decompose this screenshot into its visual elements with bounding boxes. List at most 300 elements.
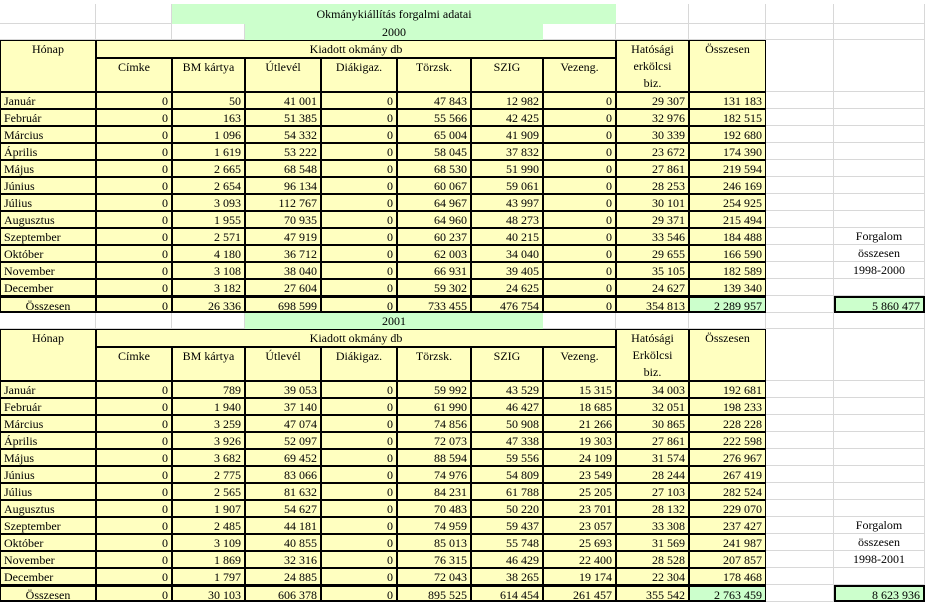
value-cell[interactable]: 47 919	[245, 228, 321, 245]
value-cell[interactable]: 182 515	[689, 109, 766, 126]
cell[interactable]	[834, 313, 925, 329]
value-cell[interactable]: 61 788	[471, 483, 543, 500]
cell[interactable]	[96, 24, 172, 40]
value-cell[interactable]: 50 220	[471, 500, 543, 517]
value-cell[interactable]: 0	[321, 381, 397, 398]
value-cell[interactable]: 29 307	[616, 92, 689, 109]
total-value[interactable]: 2 289 957	[689, 296, 766, 313]
value-cell[interactable]: 3 926	[172, 432, 245, 449]
month-cell[interactable]: Október	[0, 245, 96, 262]
value-cell[interactable]: 24 109	[543, 449, 616, 466]
cell[interactable]	[766, 143, 834, 160]
value-cell[interactable]: 33 308	[616, 517, 689, 534]
value-cell[interactable]: 27 861	[616, 432, 689, 449]
cell[interactable]	[0, 4, 96, 24]
value-cell[interactable]: 47 074	[245, 415, 321, 432]
value-cell[interactable]: 207 857	[689, 551, 766, 568]
value-cell[interactable]: 2 775	[172, 466, 245, 483]
month-cell[interactable]: November	[0, 551, 96, 568]
month-cell[interactable]: Augusztus	[0, 500, 96, 517]
grand-total[interactable]: 5 860 477	[834, 296, 925, 313]
month-header[interactable]: Hónap	[0, 40, 96, 92]
value-cell[interactable]: 28 132	[616, 500, 689, 517]
value-cell[interactable]: 0	[321, 534, 397, 551]
value-cell[interactable]: 83 066	[245, 466, 321, 483]
month-cell[interactable]: Szeptember	[0, 228, 96, 245]
value-cell[interactable]: 0	[321, 432, 397, 449]
cell[interactable]	[766, 381, 834, 398]
cell[interactable]	[543, 24, 616, 40]
value-cell[interactable]: 68 530	[397, 160, 471, 177]
value-cell[interactable]: 96 134	[245, 177, 321, 194]
value-cell[interactable]: 198 233	[689, 398, 766, 415]
cell[interactable]	[766, 449, 834, 466]
month-cell[interactable]: Augusztus	[0, 211, 96, 228]
column-header-cimke[interactable]: Címke	[96, 347, 172, 381]
month-cell[interactable]: Május	[0, 449, 96, 466]
value-cell[interactable]: 0	[543, 160, 616, 177]
cell[interactable]	[689, 4, 766, 24]
value-cell[interactable]: 0	[96, 483, 172, 500]
month-cell[interactable]: Március	[0, 126, 96, 143]
side-label[interactable]	[834, 177, 925, 194]
month-cell[interactable]: Március	[0, 415, 96, 432]
cell[interactable]	[766, 160, 834, 177]
value-cell[interactable]: 46 429	[471, 551, 543, 568]
value-cell[interactable]: 2 565	[172, 483, 245, 500]
value-cell[interactable]: 166 590	[689, 245, 766, 262]
value-cell[interactable]: 43 997	[471, 194, 543, 211]
column-header-szig[interactable]: SZIG	[471, 347, 543, 381]
value-cell[interactable]: 52 097	[245, 432, 321, 449]
value-cell[interactable]: 0	[321, 483, 397, 500]
value-cell[interactable]: 0	[321, 279, 397, 296]
total-value[interactable]: 354 813	[616, 296, 689, 313]
issued-documents-header[interactable]: Kiadott okmány db	[96, 329, 616, 347]
month-cell[interactable]: Április	[0, 143, 96, 160]
value-cell[interactable]: 23 549	[543, 466, 616, 483]
cell[interactable]	[766, 313, 834, 329]
cell[interactable]	[766, 245, 834, 262]
value-cell[interactable]: 3 093	[172, 194, 245, 211]
month-cell[interactable]: Május	[0, 160, 96, 177]
value-cell[interactable]: 51 385	[245, 109, 321, 126]
value-cell[interactable]: 0	[96, 466, 172, 483]
cell[interactable]	[689, 24, 766, 40]
value-cell[interactable]: 0	[96, 262, 172, 279]
side-label[interactable]: összesen	[834, 534, 925, 551]
value-cell[interactable]: 59 302	[397, 279, 471, 296]
value-cell[interactable]: 0	[96, 177, 172, 194]
month-cell[interactable]: Július	[0, 483, 96, 500]
value-cell[interactable]: 0	[96, 449, 172, 466]
side-label[interactable]	[834, 568, 925, 585]
cell[interactable]	[766, 177, 834, 194]
value-cell[interactable]: 23 701	[543, 500, 616, 517]
value-cell[interactable]: 76 315	[397, 551, 471, 568]
value-cell[interactable]: 40 855	[245, 534, 321, 551]
value-cell[interactable]: 50	[172, 92, 245, 109]
value-cell[interactable]: 34 003	[616, 381, 689, 398]
value-cell[interactable]: 0	[543, 109, 616, 126]
value-cell[interactable]: 0	[543, 177, 616, 194]
value-cell[interactable]: 1 096	[172, 126, 245, 143]
column-header-diak[interactable]: Diákigaz.	[321, 58, 397, 92]
side-label[interactable]	[834, 432, 925, 449]
value-cell[interactable]: 58 045	[397, 143, 471, 160]
column-header-utlevel[interactable]: Útlevél	[245, 347, 321, 381]
cell[interactable]	[766, 296, 834, 313]
cell[interactable]	[0, 313, 96, 329]
cell[interactable]	[543, 313, 616, 329]
value-cell[interactable]: 34 040	[471, 245, 543, 262]
value-cell[interactable]: 1 940	[172, 398, 245, 415]
value-cell[interactable]: 174 390	[689, 143, 766, 160]
side-label[interactable]	[834, 109, 925, 126]
total-label[interactable]: Összesen	[0, 585, 96, 602]
value-cell[interactable]: 0	[321, 177, 397, 194]
value-cell[interactable]: 54 809	[471, 466, 543, 483]
value-cell[interactable]: 88 594	[397, 449, 471, 466]
value-cell[interactable]: 1 907	[172, 500, 245, 517]
value-cell[interactable]: 27 604	[245, 279, 321, 296]
value-cell[interactable]: 46 427	[471, 398, 543, 415]
value-cell[interactable]: 0	[321, 551, 397, 568]
column-header-cimke[interactable]: Címke	[96, 58, 172, 92]
value-cell[interactable]: 3 682	[172, 449, 245, 466]
value-cell[interactable]: 184 488	[689, 228, 766, 245]
value-cell[interactable]: 0	[96, 534, 172, 551]
value-cell[interactable]: 0	[96, 381, 172, 398]
side-label[interactable]: összesen	[834, 245, 925, 262]
value-cell[interactable]: 0	[96, 245, 172, 262]
value-cell[interactable]: 0	[543, 143, 616, 160]
cell[interactable]	[766, 415, 834, 432]
value-cell[interactable]: 0	[96, 398, 172, 415]
month-cell[interactable]: Október	[0, 534, 96, 551]
value-cell[interactable]: 37 140	[245, 398, 321, 415]
value-cell[interactable]: 22 304	[616, 568, 689, 585]
value-cell[interactable]: 0	[96, 568, 172, 585]
value-cell[interactable]: 0	[543, 92, 616, 109]
cell[interactable]	[766, 126, 834, 143]
value-cell[interactable]: 0	[321, 194, 397, 211]
value-cell[interactable]: 276 967	[689, 449, 766, 466]
column-header-vezeng[interactable]: Vezeng.	[543, 58, 616, 92]
total-value[interactable]: 0	[321, 585, 397, 602]
month-cell[interactable]: November	[0, 262, 96, 279]
value-cell[interactable]: 40 215	[471, 228, 543, 245]
value-cell[interactable]: 182 589	[689, 262, 766, 279]
value-cell[interactable]: 163	[172, 109, 245, 126]
value-cell[interactable]: 178 468	[689, 568, 766, 585]
cell[interactable]	[766, 109, 834, 126]
cell[interactable]	[766, 4, 834, 24]
value-cell[interactable]: 0	[96, 92, 172, 109]
value-cell[interactable]: 0	[543, 194, 616, 211]
value-cell[interactable]: 0	[96, 415, 172, 432]
value-cell[interactable]: 38 265	[471, 568, 543, 585]
value-cell[interactable]: 0	[96, 126, 172, 143]
value-cell[interactable]: 31 569	[616, 534, 689, 551]
value-cell[interactable]: 85 013	[397, 534, 471, 551]
cell[interactable]	[616, 313, 689, 329]
month-cell[interactable]: December	[0, 568, 96, 585]
value-cell[interactable]: 0	[321, 517, 397, 534]
total-value[interactable]: 0	[96, 585, 172, 602]
side-label[interactable]: 1998-2000	[834, 262, 925, 279]
value-cell[interactable]: 0	[321, 262, 397, 279]
value-cell[interactable]: 282 524	[689, 483, 766, 500]
value-cell[interactable]: 2 654	[172, 177, 245, 194]
value-cell[interactable]: 53 222	[245, 143, 321, 160]
value-cell[interactable]: 48 273	[471, 211, 543, 228]
value-cell[interactable]: 81 632	[245, 483, 321, 500]
value-cell[interactable]: 59 992	[397, 381, 471, 398]
value-cell[interactable]: 41 909	[471, 126, 543, 143]
value-cell[interactable]: 112 767	[245, 194, 321, 211]
column-header-torzsk[interactable]: Törzsk.	[397, 347, 471, 381]
cell[interactable]	[172, 313, 245, 329]
value-cell[interactable]: 0	[321, 568, 397, 585]
value-cell[interactable]: 228 228	[689, 415, 766, 432]
value-cell[interactable]: 0	[543, 211, 616, 228]
side-label[interactable]	[834, 398, 925, 415]
value-cell[interactable]: 0	[96, 160, 172, 177]
value-cell[interactable]: 12 982	[471, 92, 543, 109]
value-cell[interactable]: 0	[321, 415, 397, 432]
value-cell[interactable]: 50 908	[471, 415, 543, 432]
value-cell[interactable]: 0	[96, 500, 172, 517]
value-cell[interactable]: 84 231	[397, 483, 471, 500]
value-cell[interactable]: 39 405	[471, 262, 543, 279]
value-cell[interactable]: 0	[321, 466, 397, 483]
value-cell[interactable]: 0	[321, 398, 397, 415]
value-cell[interactable]: 267 419	[689, 466, 766, 483]
value-cell[interactable]: 0	[543, 228, 616, 245]
issued-documents-header[interactable]: Kiadott okmány db	[96, 40, 616, 58]
authority-header[interactable]	[616, 40, 689, 92]
total-value[interactable]: 733 455	[397, 296, 471, 313]
value-cell[interactable]: 70 483	[397, 500, 471, 517]
value-cell[interactable]: 1 619	[172, 143, 245, 160]
cell[interactable]	[766, 500, 834, 517]
value-cell[interactable]: 60 067	[397, 177, 471, 194]
total-value[interactable]: 0	[543, 296, 616, 313]
cell[interactable]	[766, 534, 834, 551]
cell[interactable]	[766, 398, 834, 415]
side-label[interactable]: 1998-2001	[834, 551, 925, 568]
value-cell[interactable]: 32 316	[245, 551, 321, 568]
cell[interactable]	[96, 4, 172, 24]
cell[interactable]	[96, 313, 172, 329]
authority-header[interactable]	[616, 329, 689, 381]
side-label[interactable]: Forgalom	[834, 228, 925, 245]
value-cell[interactable]: 70 935	[245, 211, 321, 228]
value-cell[interactable]: 131 183	[689, 92, 766, 109]
cell[interactable]	[834, 4, 925, 24]
year-label[interactable]: 2000	[245, 24, 543, 40]
month-cell[interactable]: Április	[0, 432, 96, 449]
value-cell[interactable]: 0	[321, 245, 397, 262]
column-header-vezeng[interactable]: Vezeng.	[543, 347, 616, 381]
cell[interactable]	[766, 432, 834, 449]
value-cell[interactable]: 0	[96, 211, 172, 228]
total-value[interactable]: 895 525	[397, 585, 471, 602]
value-cell[interactable]: 29 371	[616, 211, 689, 228]
side-label[interactable]	[834, 211, 925, 228]
value-cell[interactable]: 222 598	[689, 432, 766, 449]
column-header-torzsk[interactable]: Törzsk.	[397, 58, 471, 92]
value-cell[interactable]: 0	[321, 211, 397, 228]
side-label[interactable]	[834, 483, 925, 500]
value-cell[interactable]: 66 931	[397, 262, 471, 279]
value-cell[interactable]: 65 004	[397, 126, 471, 143]
cell[interactable]	[766, 211, 834, 228]
value-cell[interactable]: 0	[321, 449, 397, 466]
total-header[interactable]: Összesen	[689, 329, 766, 381]
value-cell[interactable]: 43 529	[471, 381, 543, 398]
value-cell[interactable]: 69 452	[245, 449, 321, 466]
value-cell[interactable]: 47 338	[471, 432, 543, 449]
month-cell[interactable]: Július	[0, 194, 96, 211]
value-cell[interactable]: 55 566	[397, 109, 471, 126]
value-cell[interactable]: 24 625	[471, 279, 543, 296]
value-cell[interactable]: 27 103	[616, 483, 689, 500]
value-cell[interactable]: 29 655	[616, 245, 689, 262]
total-value[interactable]: 30 103	[172, 585, 245, 602]
value-cell[interactable]: 64 960	[397, 211, 471, 228]
side-label[interactable]	[834, 92, 925, 109]
value-cell[interactable]: 1 955	[172, 211, 245, 228]
month-header[interactable]: Hónap	[0, 329, 96, 381]
value-cell[interactable]: 28 253	[616, 177, 689, 194]
total-value[interactable]: 0	[321, 296, 397, 313]
cell[interactable]	[766, 228, 834, 245]
total-value[interactable]: 261 457	[543, 585, 616, 602]
cell[interactable]	[766, 40, 834, 92]
value-cell[interactable]: 25 693	[543, 534, 616, 551]
total-value[interactable]: 2 763 459	[689, 585, 766, 602]
value-cell[interactable]: 32 051	[616, 398, 689, 415]
value-cell[interactable]: 23 057	[543, 517, 616, 534]
side-label[interactable]	[834, 466, 925, 483]
value-cell[interactable]: 62 003	[397, 245, 471, 262]
value-cell[interactable]: 15 315	[543, 381, 616, 398]
value-cell[interactable]: 3 108	[172, 262, 245, 279]
value-cell[interactable]: 36 712	[245, 245, 321, 262]
value-cell[interactable]: 74 856	[397, 415, 471, 432]
cell[interactable]	[766, 483, 834, 500]
value-cell[interactable]: 241 987	[689, 534, 766, 551]
total-value[interactable]: 698 599	[245, 296, 321, 313]
value-cell[interactable]: 219 594	[689, 160, 766, 177]
value-cell[interactable]: 42 425	[471, 109, 543, 126]
value-cell[interactable]: 44 181	[245, 517, 321, 534]
value-cell[interactable]: 30 865	[616, 415, 689, 432]
value-cell[interactable]: 30 101	[616, 194, 689, 211]
column-header-szig[interactable]: SZIG	[471, 58, 543, 92]
value-cell[interactable]: 59 556	[471, 449, 543, 466]
value-cell[interactable]: 254 925	[689, 194, 766, 211]
value-cell[interactable]: 0	[96, 432, 172, 449]
month-cell[interactable]: Február	[0, 109, 96, 126]
cell[interactable]	[766, 279, 834, 296]
month-cell[interactable]: Január	[0, 92, 96, 109]
column-header-utlevel[interactable]: Útlevél	[245, 58, 321, 92]
value-cell[interactable]: 28 528	[616, 551, 689, 568]
value-cell[interactable]: 72 043	[397, 568, 471, 585]
side-label[interactable]	[834, 194, 925, 211]
value-cell[interactable]: 0	[321, 143, 397, 160]
value-cell[interactable]: 32 976	[616, 109, 689, 126]
month-cell[interactable]: Június	[0, 177, 96, 194]
value-cell[interactable]: 41 001	[245, 92, 321, 109]
side-label[interactable]	[834, 126, 925, 143]
value-cell[interactable]: 18 685	[543, 398, 616, 415]
value-cell[interactable]: 1 797	[172, 568, 245, 585]
value-cell[interactable]: 2 571	[172, 228, 245, 245]
total-label[interactable]: Összesen	[0, 296, 96, 313]
value-cell[interactable]: 19 303	[543, 432, 616, 449]
cell[interactable]	[766, 194, 834, 211]
month-cell[interactable]: Február	[0, 398, 96, 415]
total-value[interactable]: 614 454	[471, 585, 543, 602]
value-cell[interactable]: 19 174	[543, 568, 616, 585]
cell[interactable]	[766, 262, 834, 279]
value-cell[interactable]: 0	[543, 126, 616, 143]
value-cell[interactable]: 27 861	[616, 160, 689, 177]
cell[interactable]	[766, 551, 834, 568]
value-cell[interactable]: 54 627	[245, 500, 321, 517]
value-cell[interactable]: 0	[321, 126, 397, 143]
cell[interactable]	[616, 24, 689, 40]
column-header-diak[interactable]: Diákigaz.	[321, 347, 397, 381]
month-cell[interactable]: Szeptember	[0, 517, 96, 534]
value-cell[interactable]: 246 169	[689, 177, 766, 194]
value-cell[interactable]: 0	[321, 228, 397, 245]
value-cell[interactable]: 59 437	[471, 517, 543, 534]
value-cell[interactable]: 74 959	[397, 517, 471, 534]
total-value[interactable]: 476 754	[471, 296, 543, 313]
value-cell[interactable]: 31 574	[616, 449, 689, 466]
total-header[interactable]: Összesen	[689, 40, 766, 92]
cell[interactable]	[834, 329, 925, 381]
value-cell[interactable]: 229 070	[689, 500, 766, 517]
value-cell[interactable]: 0	[96, 194, 172, 211]
value-cell[interactable]: 68 548	[245, 160, 321, 177]
value-cell[interactable]: 3 259	[172, 415, 245, 432]
value-cell[interactable]: 0	[96, 228, 172, 245]
month-cell[interactable]: December	[0, 279, 96, 296]
value-cell[interactable]: 0	[321, 109, 397, 126]
cell[interactable]	[766, 517, 834, 534]
value-cell[interactable]: 47 843	[397, 92, 471, 109]
cell[interactable]	[689, 313, 766, 329]
side-label[interactable]	[834, 160, 925, 177]
value-cell[interactable]: 192 681	[689, 381, 766, 398]
value-cell[interactable]: 30 339	[616, 126, 689, 143]
side-label[interactable]	[834, 415, 925, 432]
value-cell[interactable]: 61 990	[397, 398, 471, 415]
cell[interactable]	[766, 92, 834, 109]
value-cell[interactable]: 139 340	[689, 279, 766, 296]
value-cell[interactable]: 4 180	[172, 245, 245, 262]
value-cell[interactable]: 35 105	[616, 262, 689, 279]
value-cell[interactable]: 0	[543, 279, 616, 296]
value-cell[interactable]: 33 546	[616, 228, 689, 245]
cell[interactable]	[766, 24, 834, 40]
